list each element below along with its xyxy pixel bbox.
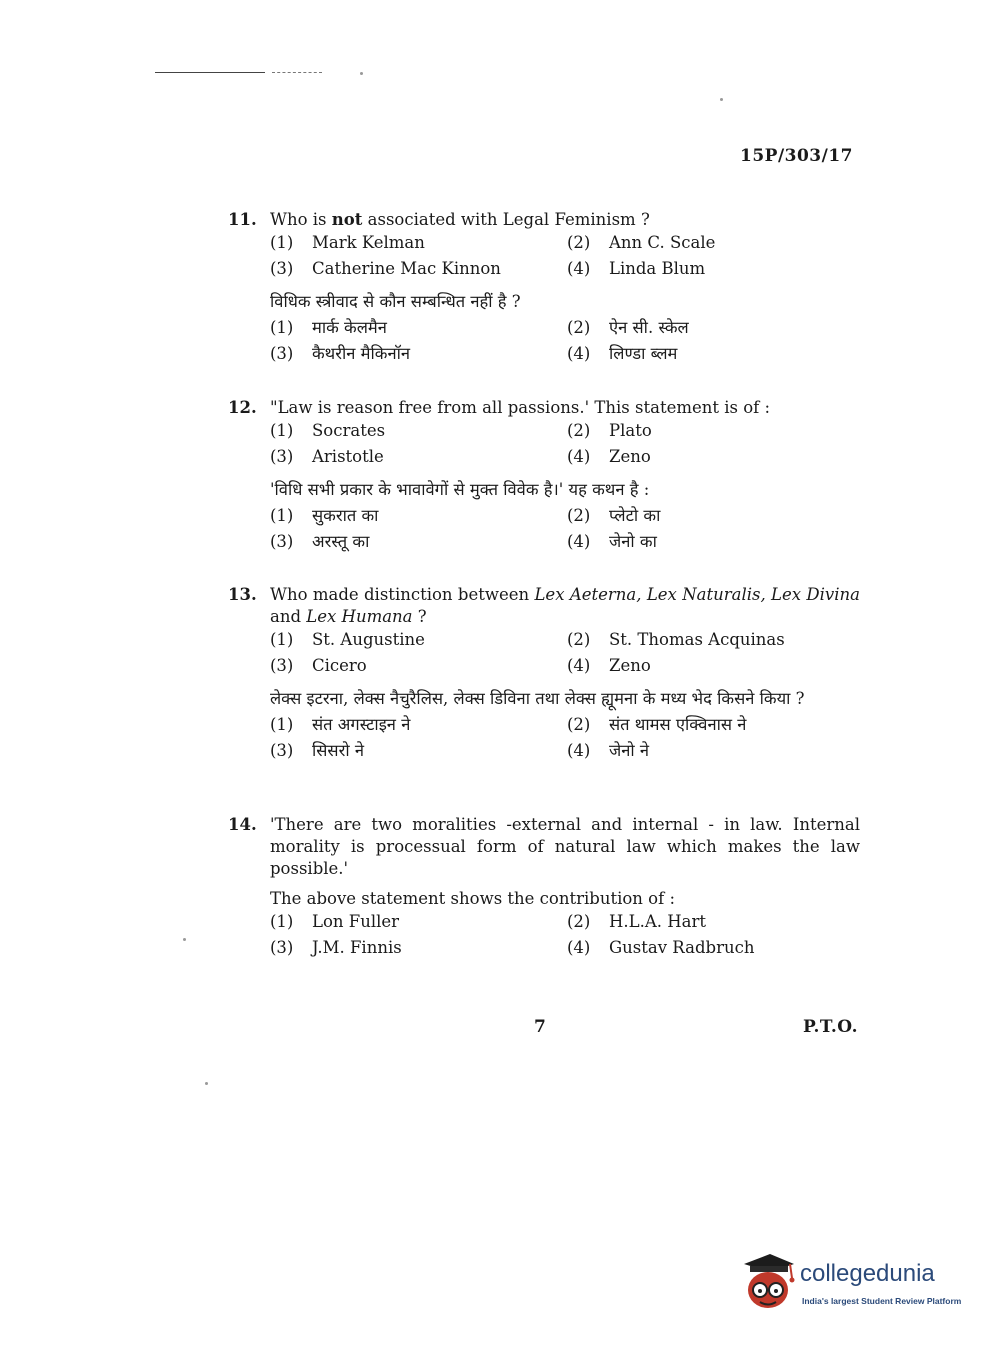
option: (3) सिसरो ने — [270, 741, 365, 760]
option: (2) H.L.A. Hart — [567, 912, 706, 931]
option: (4) Zeno — [567, 656, 651, 675]
paper-code: 15P/303/17 — [740, 146, 854, 166]
option: (2) St. Thomas Acquinas — [567, 630, 785, 649]
question-13 — [228, 584, 860, 762]
options-row-hindi — [270, 710, 860, 736]
options-row-hindi — [270, 313, 860, 339]
option: (2) Ann C. Scale — [567, 233, 716, 252]
question-text-hindi: लेक्स इटरना, लेक्स नैचुरैलिस, लेक्स डिविना तथा लेक्स ह्यूमना के मध्य भेद किसने किया ? — [270, 689, 805, 708]
question-text: 'There are two moralities -external and internal - in law. Internal morality is processual form of natural law which makes the law possible.' — [270, 815, 860, 878]
options-row-hindi — [270, 736, 860, 762]
option: (3) अरस्तू का — [270, 532, 370, 551]
options-row — [270, 910, 860, 936]
speck — [720, 98, 723, 101]
option: (4) Linda Blum — [567, 259, 706, 278]
option: (4) लिण्डा ब्लम — [567, 344, 678, 363]
option: (1) सुकरात का — [270, 506, 379, 525]
collegedunia-logo[interactable] — [740, 1250, 970, 1320]
option: (2) ऐन सी. स्केल — [567, 318, 689, 337]
option: (1) मार्क केलमैन — [270, 318, 387, 337]
question-14 — [228, 814, 860, 962]
speck — [205, 1082, 208, 1085]
options-row-hindi — [270, 501, 860, 527]
option: (3) Catherine Mac Kinnon — [270, 259, 501, 278]
option: (3) Aristotle — [270, 447, 384, 466]
question-11 — [228, 209, 860, 365]
mascot-icon — [740, 1250, 796, 1310]
option: (4) जेनो ने — [567, 741, 650, 760]
option: (2) प्लेटो का — [567, 506, 661, 525]
options-row-hindi — [270, 527, 860, 553]
top-rule — [155, 72, 265, 73]
option: (1) Socrates — [270, 421, 386, 440]
options-row — [270, 231, 860, 257]
option: (1) संत अगस्टाइन ने — [270, 715, 411, 734]
speck — [360, 72, 363, 75]
options-row — [270, 628, 860, 654]
question-text-hindi: विधिक स्त्रीवाद से कौन सम्बन्धित नहीं है ? — [270, 292, 521, 311]
options-row — [270, 936, 860, 962]
option: (2) Plato — [567, 421, 652, 440]
question-text: Who is not associated with Legal Feminism ? — [270, 210, 650, 229]
logo-tagline: India's largest Student Review Platform — [802, 1296, 962, 1306]
options-row-hindi — [270, 339, 860, 365]
option: (3) कैथरीन मैकिनॉन — [270, 344, 411, 363]
options-row — [270, 445, 860, 471]
option: (4) जेनो का — [567, 532, 657, 551]
question-12 — [228, 397, 860, 553]
question-number: 12. — [228, 398, 257, 417]
question-subtext: The above statement shows the contribution of : — [270, 889, 676, 908]
option: (2) संत थामस एक्विनास ने — [567, 715, 747, 734]
question-text: "Law is reason free from all passions.' This statement is of : — [270, 398, 771, 417]
pto-label: P.T.O. — [803, 1017, 858, 1037]
page-number: 7 — [534, 1017, 546, 1037]
option: (4) Gustav Radbruch — [567, 938, 755, 957]
options-row — [270, 419, 860, 445]
question-text: Who made distinction between Lex Aeterna, Lex Naturalis, Lex Divina and Lex Humana ? — [270, 585, 860, 626]
options-row — [270, 654, 860, 680]
question-number: 13. — [228, 585, 257, 604]
option: (4) Zeno — [567, 447, 651, 466]
option: (1) St. Augustine — [270, 630, 425, 649]
speck — [183, 938, 186, 941]
question-number: 14. — [228, 815, 257, 834]
top-dash-rule — [272, 72, 322, 73]
question-number: 11. — [228, 210, 257, 229]
option: (3) Cicero — [270, 656, 367, 675]
question-text-hindi: 'विधि सभी प्रकार के भावावेगों से मुक्त विवेक है।' यह कथन है : — [270, 480, 650, 499]
options-row — [270, 257, 860, 283]
option: (1) Lon Fuller — [270, 912, 400, 931]
logo-wordmark: collegedunia — [800, 1260, 935, 1287]
option: (3) J.M. Finnis — [270, 938, 402, 957]
option: (1) Mark Kelman — [270, 233, 425, 252]
